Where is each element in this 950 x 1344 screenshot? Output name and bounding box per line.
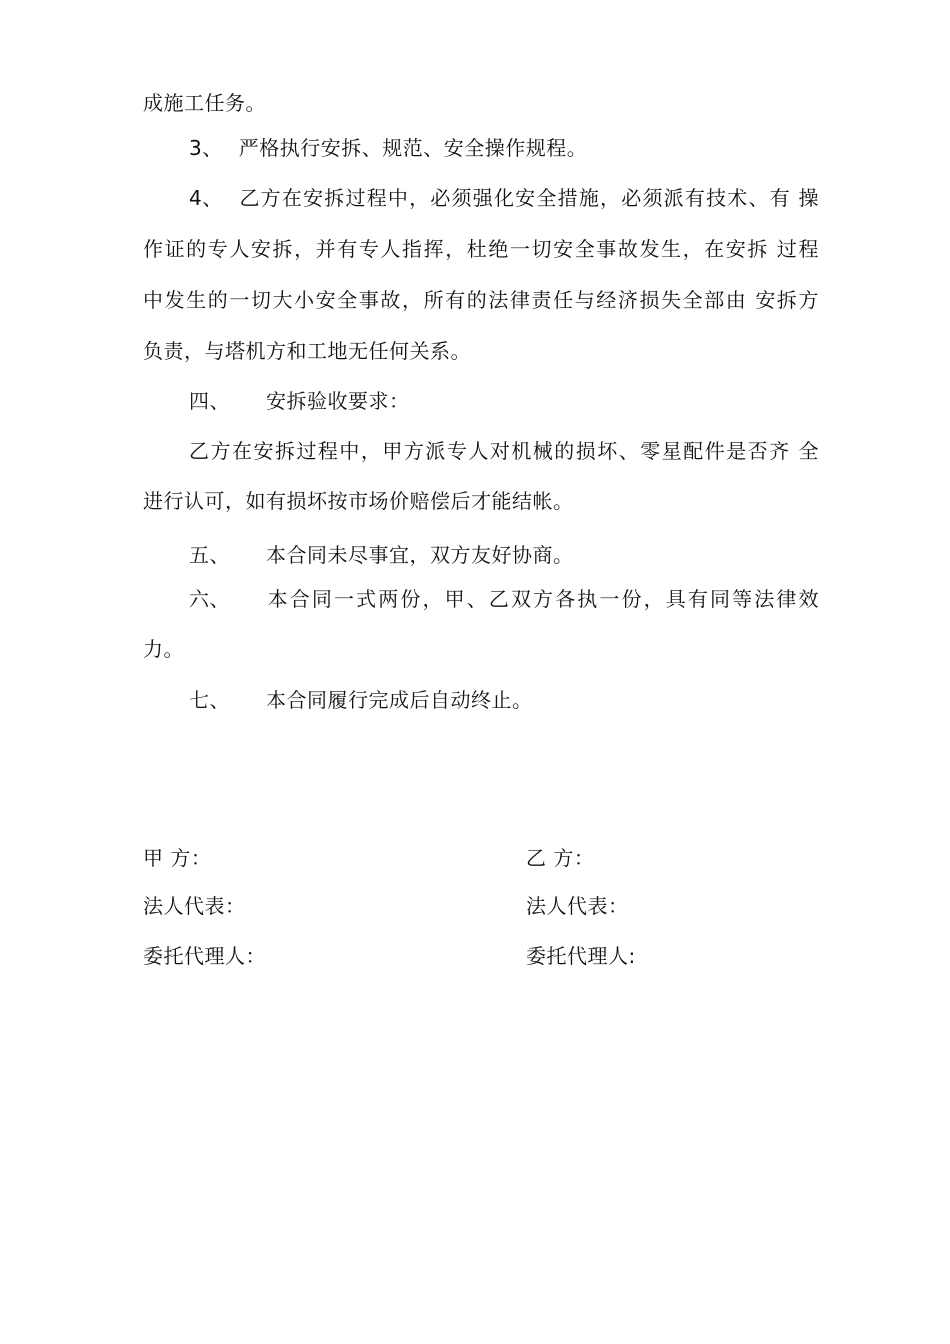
section-number: 五、 [189, 543, 230, 567]
party-b-representative-label: 法人代表： [526, 894, 629, 918]
clause-number: 4、 [189, 186, 223, 210]
text-line-9 [143, 488, 819, 514]
party-a-agent-label: 委托代理人： [143, 944, 266, 968]
section-title: 安拆验收要求： [266, 389, 410, 413]
section-number: 七、 [189, 688, 230, 712]
text-line-12 [143, 636, 819, 662]
line-text: 乙方在安拆过程中，甲方派专人对机械的损坏、零星配件是否齐 全 [189, 439, 819, 463]
section-text: 本合同履行完成后自动终止。 [266, 688, 533, 712]
party-a-representative-label: 法人代表： [143, 894, 246, 918]
text-line-1 [143, 90, 819, 116]
text-line-4 [143, 236, 819, 262]
line-text: 成施工任务。 [143, 91, 266, 115]
clause-text: 乙方在安拆过程中，必须强化安全措施，必须派有技术、有 操 [238, 186, 819, 210]
line-text: 负责，与塔机方和工地无任何关系。 [143, 339, 471, 363]
line-text: 力。 [143, 637, 184, 661]
section-4-heading [189, 388, 819, 414]
party-b-label: 乙 方： [526, 846, 595, 870]
section-number: 四、 [189, 389, 230, 413]
line-text: 进行认可，如有损坏按市场价赔偿后才能结帐。 [143, 489, 574, 513]
party-a-label: 甲 方： [143, 846, 212, 870]
section-text: 本合同一式两份，甲、乙双方各执一份，具有同等法律效 [266, 587, 819, 611]
section-text: 本合同未尽事宜，双方友好协商。 [266, 543, 574, 567]
section-7 [189, 687, 819, 713]
section-6 [189, 586, 819, 612]
section-5 [189, 542, 819, 568]
line-text: 作证的专人安拆，并有专人指挥，杜绝一切安全事故发生，在安拆 过程 [143, 237, 819, 261]
text-line-6 [143, 338, 819, 364]
clause-text: 严格执行安拆、规范、安全操作规程。 [238, 136, 588, 160]
clause-4 [189, 185, 819, 211]
line-text: 中发生的一切大小安全事故，所有的法律责任与经济损失全部由 安拆方 [143, 288, 819, 312]
text-line-8 [189, 438, 819, 464]
text-line-5 [143, 287, 819, 313]
clause-3 [189, 135, 819, 161]
section-number: 六、 [189, 587, 230, 611]
clause-number: 3、 [189, 136, 223, 160]
party-b-agent-label: 委托代理人: [526, 944, 636, 968]
